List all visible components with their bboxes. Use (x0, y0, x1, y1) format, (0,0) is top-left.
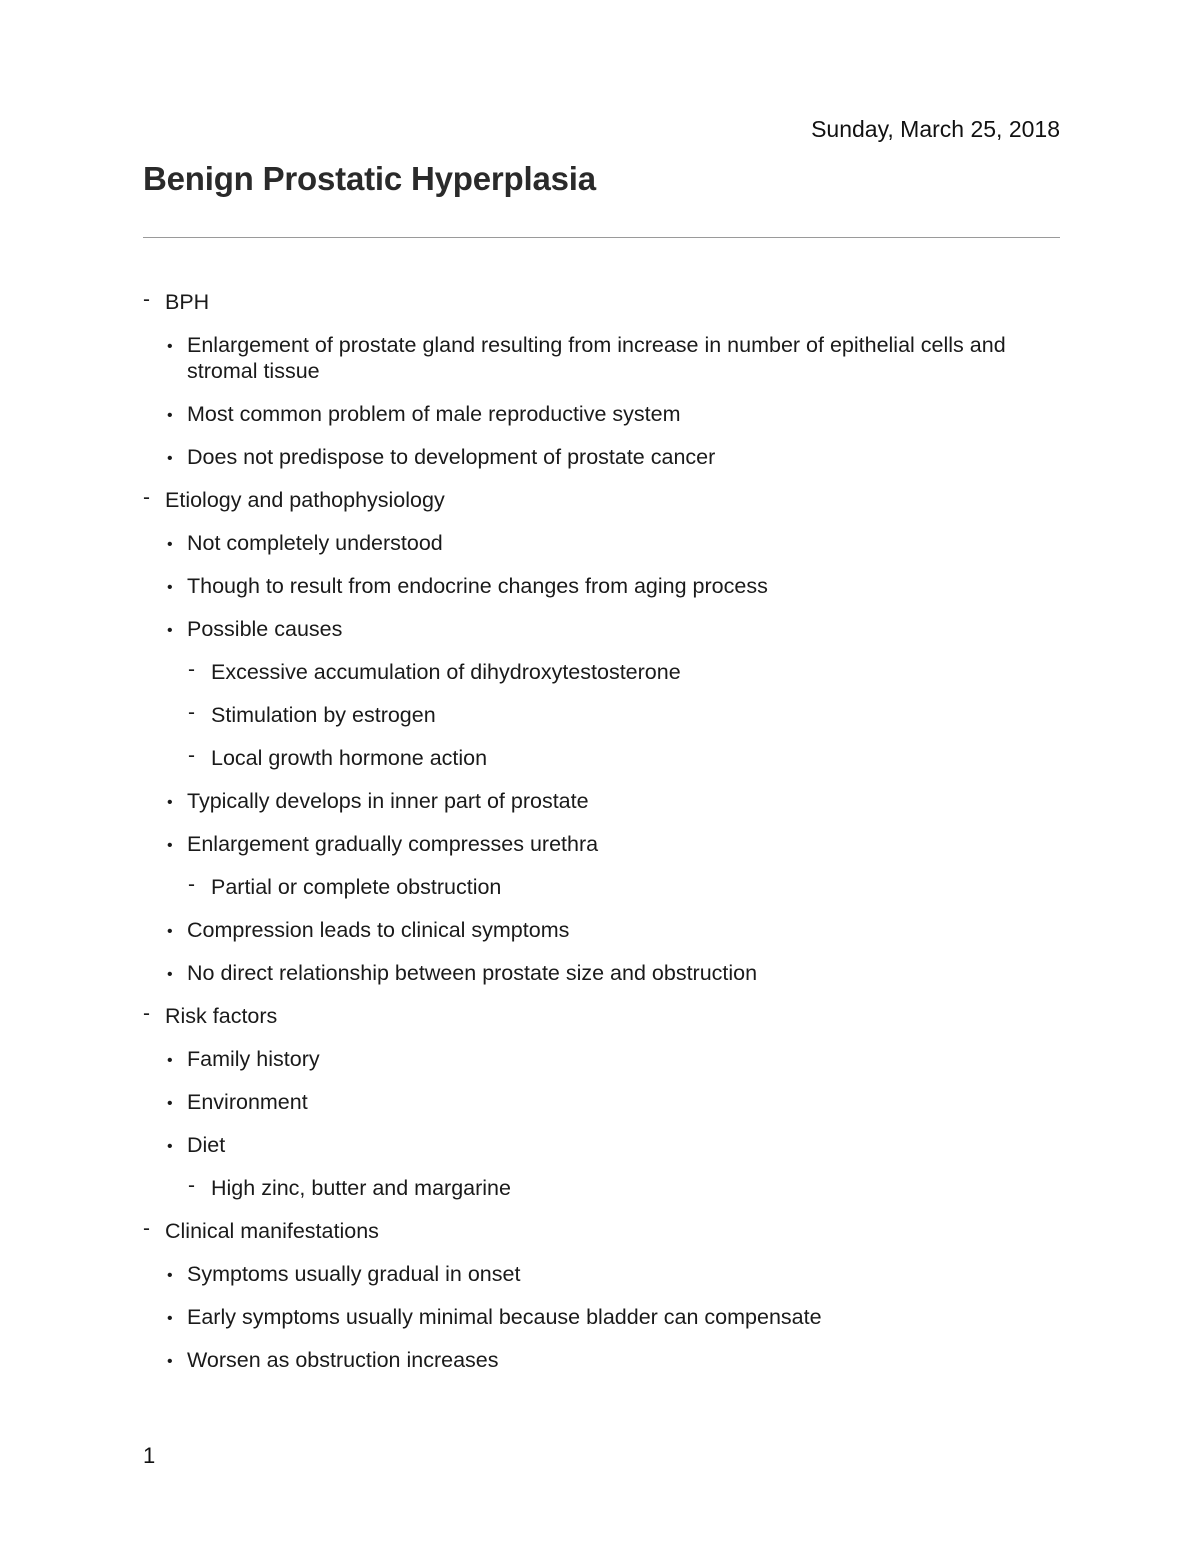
outline-item-text: Worsen as obstruction increases (187, 1348, 499, 1372)
dash-marker: - (143, 288, 150, 311)
outline-item-text: Possible causes (187, 617, 343, 641)
outline-item-level-2 (143, 1089, 1060, 1115)
outline-item-text: Not completely understood (187, 531, 443, 555)
outline-item-level-3 (143, 702, 1060, 728)
outline-item-text: Environment (187, 1090, 308, 1114)
bullet-marker: • (167, 1095, 173, 1112)
outline-item-level-3 (143, 659, 1060, 685)
outline-item-level-2 (143, 444, 1060, 470)
outline-item-text: Local growth hormone action (211, 746, 488, 770)
outline-item-level-2 (143, 332, 1060, 384)
outline-item-text: Etiology and pathophysiology (165, 488, 445, 512)
outline-item-text: Symptoms usually gradual in onset (187, 1262, 521, 1286)
dash-marker: - (188, 744, 195, 767)
bullet-marker: • (167, 1138, 173, 1155)
bullet-marker: • (167, 794, 173, 811)
outline-item-level-2 (143, 831, 1060, 857)
bullet-marker: • (167, 450, 173, 467)
outline-item-level-2 (143, 401, 1060, 427)
outline-item-text: Diet (187, 1133, 226, 1157)
dash-marker: - (188, 701, 195, 724)
bullet-marker: • (167, 1267, 173, 1284)
dash-marker: - (188, 1174, 195, 1197)
outline-item-text: Stimulation by estrogen (211, 703, 436, 727)
bullet-marker: • (167, 1353, 173, 1370)
outline-item-text: Partial or complete obstruction (211, 875, 502, 899)
note-date: Sunday, March 25, 2018 (811, 116, 1060, 142)
outline-item-level-2 (143, 573, 1060, 599)
bullet-marker: • (167, 837, 173, 854)
outline-item-level-2 (143, 616, 1060, 642)
outline-item-level-2 (143, 960, 1060, 986)
outline-item-level-3 (143, 1175, 1060, 1201)
bullet-marker: • (167, 966, 173, 983)
outline-item-level-1 (143, 289, 1060, 315)
note-outline (143, 289, 1060, 1390)
bullet-marker: • (167, 1052, 173, 1069)
bullet-marker: • (167, 923, 173, 940)
outline-item-text: Excessive accumulation of dihydroxytestosterone (211, 660, 681, 684)
outline-item-text: Though to result from endocrine changes from aging process (187, 574, 768, 598)
dash-marker: - (188, 658, 195, 681)
outline-item-text: Enlargement gradually compresses urethra (187, 832, 599, 856)
dash-marker: - (143, 1217, 150, 1240)
outline-item-level-2 (143, 1304, 1060, 1330)
outline-item-text: Risk factors (165, 1004, 278, 1028)
outline-item-level-2 (143, 788, 1060, 814)
bullet-marker: • (167, 579, 173, 596)
outline-item-level-2 (143, 1046, 1060, 1072)
outline-item-text: High zinc, butter and margarine (211, 1176, 511, 1200)
outline-item-level-2 (143, 1261, 1060, 1287)
outline-item-level-1 (143, 1003, 1060, 1029)
page-number: 1 (143, 1443, 156, 1468)
outline-item-text: Clinical manifestations (165, 1219, 379, 1243)
bullet-marker: • (167, 407, 173, 424)
bullet-marker: • (167, 338, 173, 355)
outline-item-text: Typically develops in inner part of prostate (187, 789, 589, 813)
title-divider (143, 237, 1060, 238)
outline-item-text: Compression leads to clinical symptoms (187, 918, 570, 942)
outline-item-level-1 (143, 487, 1060, 513)
outline-item-level-2 (143, 917, 1060, 943)
outline-item-text: Most common problem of male reproductive system (187, 402, 681, 426)
bullet-marker: • (167, 622, 173, 639)
outline-item-level-2 (143, 1132, 1060, 1158)
outline-item-text: Enlargement of prostate gland resulting from increase in number of epithelial cells and stromal tissue (187, 333, 1006, 383)
dash-marker: - (188, 873, 195, 896)
outline-item-level-3 (143, 874, 1060, 900)
bullet-marker: • (167, 536, 173, 553)
outline-item-text: Early symptoms usually minimal because bladder can compensate (187, 1305, 822, 1329)
outline-item-level-3 (143, 745, 1060, 771)
dash-marker: - (143, 486, 150, 509)
outline-item-level-2 (143, 530, 1060, 556)
outline-item-text: BPH (165, 290, 210, 314)
outline-item-text: Family history (187, 1047, 320, 1071)
outline-item-level-1 (143, 1218, 1060, 1244)
bullet-marker: • (167, 1310, 173, 1327)
outline-item-level-2 (143, 1347, 1060, 1373)
dash-marker: - (143, 1002, 150, 1025)
outline-item-text: Does not predispose to development of prostate cancer (187, 445, 716, 469)
page-title: Benign Prostatic Hyperplasia (143, 160, 596, 197)
outline-item-text: No direct relationship between prostate size and obstruction (187, 961, 758, 985)
